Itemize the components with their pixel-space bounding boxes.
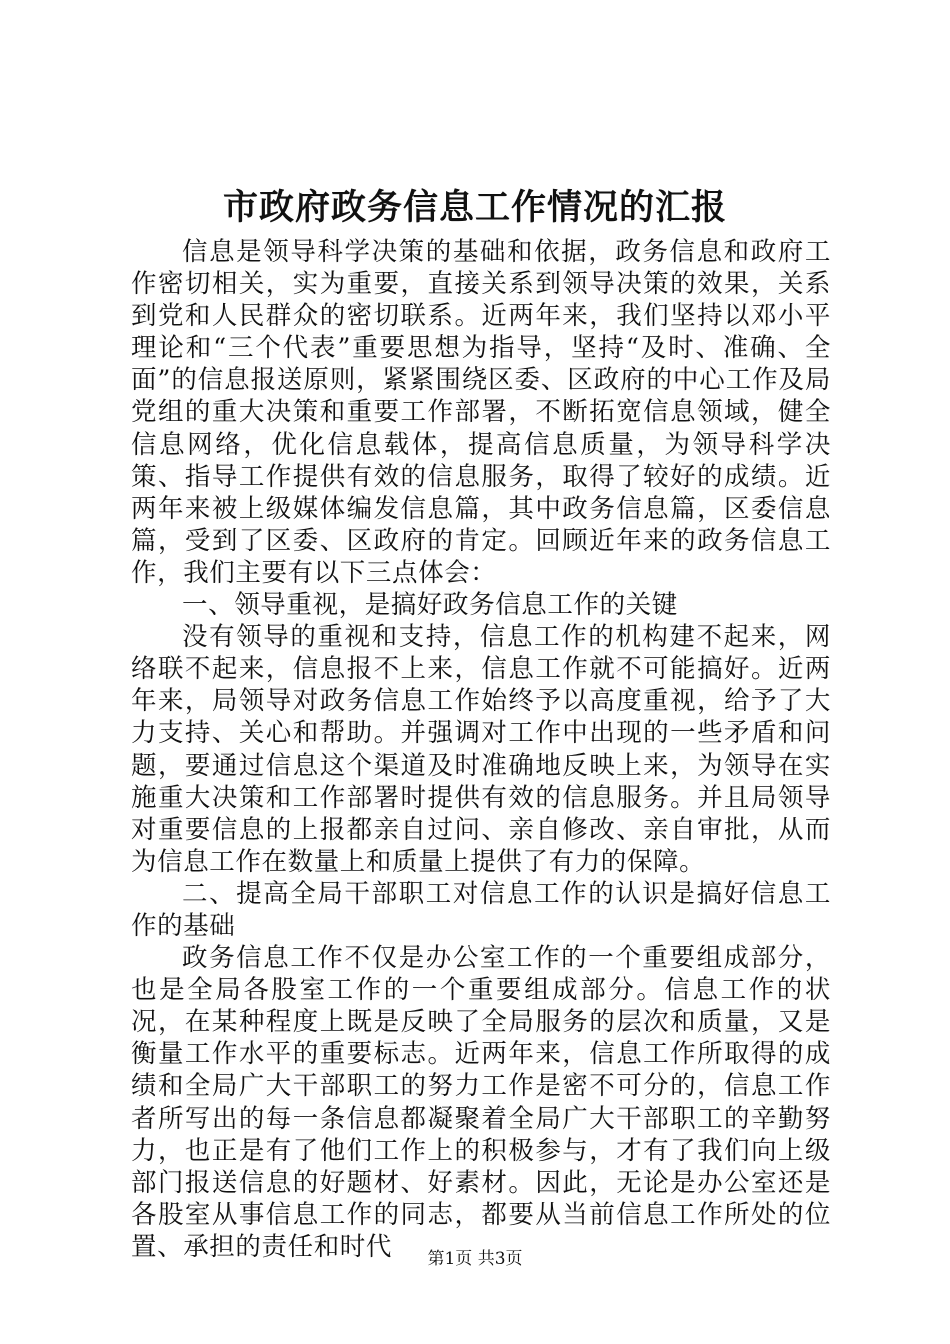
page-number-footer: 第1页 共3页 [427, 1249, 523, 1269]
document-title: 市政府政务信息工作情况的汇报 [222, 187, 727, 228]
section-1-paragraph: 没有领导的重视和支持，信息工作的机构建不起来，网络联不起来，信息报不上来，信息工作就不可能搞好。近两年来，局领导对政务信息工作始终予以高度重视，给予了大力支持、关心和帮助。并强调对工作中出现的一些矛盾和问题，要通过信息这个渠道及时准确地反映上来，为领导在实施重大决策和工作部署时提供有效的信息服务。并且局领导对重要信息的上报都亲自过问、亲自修改、亲自审批，从而为信息工作在数量上和质量上提供了有力的保障。 [131, 622, 831, 877]
section-2-paragraph: 政务信息工作不仅是办公室工作的一个重要组成部分，也是全局各股室工作的一个重要组成部分。信息工作的状况，在某种程度上既是反映了全局服务的层次和质量，又是衡量工作水平的重要标志。近两年来，信息工作所取得的成绩和全局广大干部职工的努力工作是密不可分的，信息工作者所写出的每一条信息都凝聚着全局广大干部职工的辛勤努力，也正是有了他们工作上的积极参与，才有了我们向上级部门报送信息的好题材、好素材。因此，无论是办公室还是各股室从事信息工作的同志，都要从当前信息工作所处的位置、承担的责任和时代 [131, 943, 831, 1262]
section-heading-2: 二、提高全局干部职工对信息工作的认识是搞好信息工作的基础 [131, 878, 831, 941]
document-body [131, 236, 831, 1263]
intro-paragraph: 信息是领导科学决策的基础和依据，政务信息和政府工作密切相关，实为重要，直接关系到领导决策的效果，关系到党和人民群众的密切联系。近两年来，我们坚持以邓小平理论和“三个代表”重要思想为指导，坚持“及时、准确、全面”的信息报送原则，紧紧围绕区委、区政府的中心工作及局党组的重大决策和重要工作部署，不断拓宽信息领域，健全信息网络，优化信息载体，提高信息质量，为领导科学决策、指导工作提供有效的信息服务，取得了较好的成绩。近两年来被上级媒体编发信息篇，其中政务信息篇，区委信息篇，受到了区委、区政府的肯定。回顾近年来的政务信息工作，我们主要有以下三点体会： [131, 237, 831, 588]
section-heading-1: 一、领导重视，是搞好政务信息工作的关键 [182, 590, 678, 621]
